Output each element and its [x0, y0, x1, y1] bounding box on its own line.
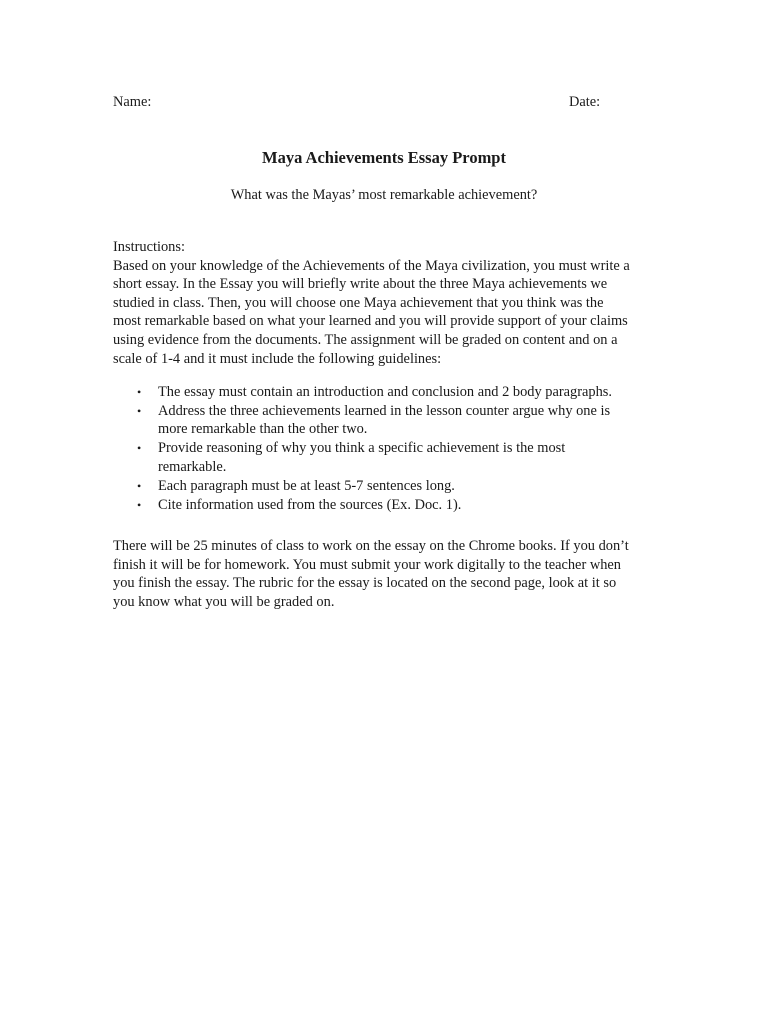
closing-line: you finish the essay. The rubric for the essay is located on the second page, look at it so — [113, 575, 617, 592]
list-item — [113, 383, 633, 402]
instructions-line: studied in class. Then, you will choose one Maya achievement that you think was the — [113, 294, 604, 311]
bullet-icon: • — [137, 478, 142, 493]
instructions-line: using evidence from the documents. The assignment will be graded on content and on a — [113, 331, 618, 348]
bullet-icon: • — [137, 403, 142, 418]
list-item — [113, 477, 633, 496]
name-label: Name: — [113, 94, 152, 110]
instructions-line: most remarkable based on what your learned and you will provide support of your claims — [113, 313, 628, 330]
list-item — [113, 439, 633, 476]
guideline-text: Provide reasoning of why you think a specific achievement is the most — [158, 440, 566, 457]
list-item — [113, 402, 633, 439]
closing-text — [113, 537, 673, 611]
instructions-line: short essay. In the Essay you will briefly write about the three Maya achievements we — [113, 276, 608, 293]
closing-line: There will be 25 minutes of class to work on the essay on the Chrome books. If you don’t — [113, 538, 629, 554]
list-item — [113, 496, 633, 515]
bullet-icon: • — [137, 441, 142, 456]
document-title: Maya Achievements Essay Prompt — [262, 148, 506, 167]
guidelines-list — [113, 383, 633, 515]
closing-paragraph — [113, 537, 673, 611]
instructions-line: scale of 1-4 and it must include the following guidelines: — [113, 350, 442, 367]
guideline-text: more remarkable than the other two. — [158, 421, 368, 438]
guideline-text: remarkable. — [158, 458, 227, 475]
bullet-icon: • — [137, 497, 142, 512]
guideline-text: Address the three achievements learned in the lesson counter argue why one is — [158, 402, 611, 419]
guideline-text: Cite information used from the sources (Ex. Doc. 1). — [158, 496, 462, 513]
closing-line: finish it will be for homework. You must submit your work digitally to the teacher when — [113, 556, 622, 573]
guideline-text: The essay must contain an introduction and conclusion and 2 body paragraphs. — [158, 384, 612, 400]
instructions-paragraph — [113, 257, 663, 369]
closing-line: you know what you will be graded on. — [113, 593, 335, 610]
instructions-line: Based on your knowledge of the Achievements of the Maya civilization, you must write a — [113, 257, 630, 274]
essay-question: What was the Mayas’ most remarkable achievement? — [230, 187, 538, 203]
instructions-section — [113, 238, 663, 368]
guideline-text: Each paragraph must be at least 5-7 sentences long. — [158, 477, 455, 494]
instructions-heading: Instructions: — [113, 239, 185, 255]
bullet-icon: • — [137, 385, 142, 399]
date-label: Date: — [569, 94, 601, 110]
